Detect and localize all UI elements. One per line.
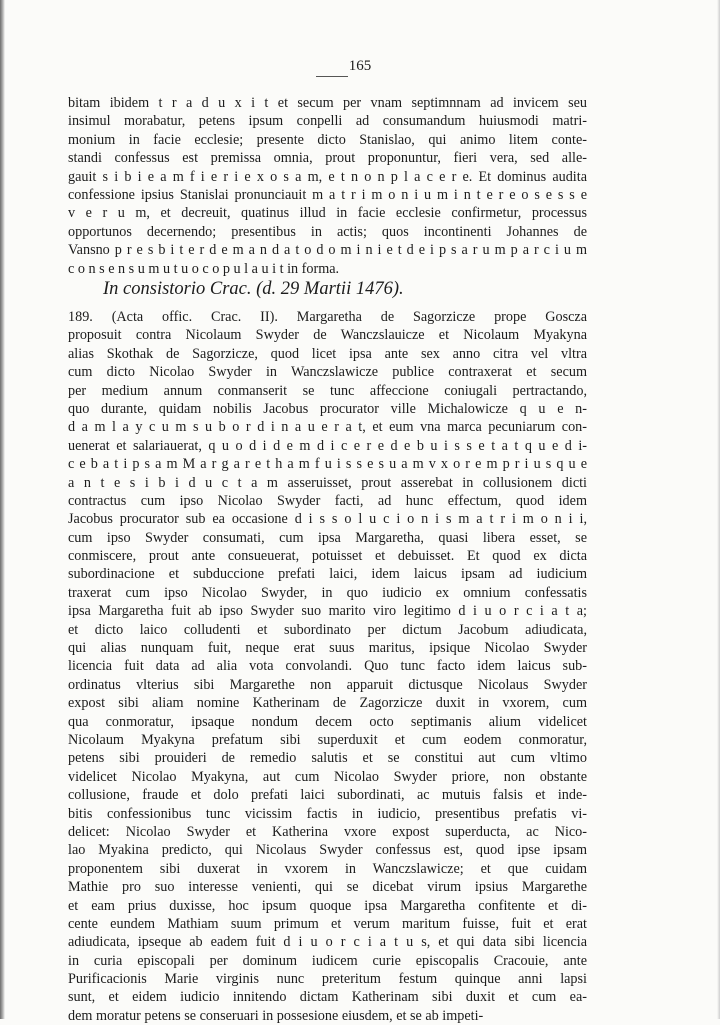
text-line: ordinatus vlterius sibi Margarethe non apparuit dictusque Nicolaus Swyder: [68, 676, 587, 693]
text-line: lao Myakina predicto, qui Nicolaus Swyder confessus est, quod ipse ipsam: [68, 842, 587, 859]
text-line: c o n s e n s u m u t u o c o p u l a u i t in forma.: [68, 260, 340, 277]
page-number: 165: [348, 58, 372, 74]
text-line: expost sibi aliam nomine Katherinam de Zagorzicze duxit in vxorem, cum: [68, 695, 587, 712]
text-line: alias Skothak de Sagorzicze, quod licet ipsa ante sex anno citra vel vltra: [68, 345, 587, 362]
text-line: insimul morabatur, petens ipsum conpelli ad consumandum huiusmodi matri-: [68, 113, 587, 130]
text-line: Purificacionis Marie virginis nunc preteritum festum quinque anni lapsi: [68, 971, 587, 988]
text-line: traxerat cum ipso Nicolao Swyder, in quo iudicio ex omnium confessatis: [68, 584, 587, 601]
text-line: proposuit contra Nicolaum Swyder de Wanczslauicze et Nicolaum Myakyna: [68, 327, 587, 344]
text-line: standi confessus est premissa omnia, prout proponuntur, fieri vera, sed alle-: [68, 150, 587, 167]
text-line: et eam prius duxisse, hoc ipsum quoque ipsa Margaretha confitente et di-: [68, 897, 587, 914]
text-line: Jacobus procurator sub ea occasione d i s s o l u c i o n i s m a t r i m o n i i,: [68, 511, 587, 528]
text-line: c e b a t i p s a m M a r g a r e t h a m f u i s s e s u a m v x o r e m p r i u s q u e: [68, 456, 587, 473]
text-line: qui alias nunquam fuit, neque erat suus maritus, ipsique Nicolao Swyder: [68, 640, 587, 657]
text-line: delicet: Nicolao Swyder et Katherina vxore expost superducta, ac Nico-: [68, 823, 587, 840]
text-line: dem moratur petens se conseruari in possesione eiusdem, et se ab impeti-: [68, 1007, 484, 1024]
text-line: Vansno p r e s b i t e r d e m a n d a t o d o m i n i e t d e i p s a r u m p a r c i u m: [68, 242, 587, 259]
text-line: sunt, et eidem iudicio innitendo dictam Katherinam sibi duxit et cum ea-: [68, 989, 587, 1006]
text-line: quo durante, quidam nobilis Jacobus procurator ville Michalowicze q u e n-: [68, 400, 587, 417]
text-line: bitis confessionibus tunc vicissim factis in iudicio, presentibus prefatis vi-: [68, 805, 587, 822]
text-line: ipsa Margaretha fuit ab ipso Swyder suo marito viro legitimo d i u o r c i a t a;: [68, 603, 587, 620]
text-line: Nicolaum Myakyna prefatum sibi superduxit et cum eodem conmoratur,: [68, 731, 587, 748]
text-line: cum dicto Nicolao Swyder in Wanczslawicze publice contraxerat et secum: [68, 364, 587, 381]
text-line: qua conmoratur, ipsaque nondum decem octo septimanis alium videlicet: [68, 713, 587, 730]
text-line: proponentem sibi duxerat in vxorem in Wanczslawicze; et que cuidam: [68, 860, 587, 877]
text-line: monium in facie ecclesie; presente dicto Stanislao, qui animo litem conte-: [68, 131, 587, 148]
text-line: collusione, fraude et dolo prefati laici subordinati, ac mutuis falsis et inde-: [68, 787, 587, 804]
text-line: confessione ipsius Stanislai pronunciauit m a t r i m o n i u m i n t e r e o s e s s e: [68, 186, 587, 203]
text-line: opportunos decernendo; presentibus in actis; quos incontinenti Johannes de: [68, 223, 587, 240]
text-line: per medium annum conmanserit se tunc affeccione coniugali pertractando,: [68, 382, 587, 399]
text-line: adiudicata, ipseque ab eadem fuit d i u o r c i a t u s, et qui data sibi licencia: [68, 934, 587, 951]
text-line: Mathie pro suo interesse venienti, qui se dicebat virum ipsius Margarethe: [68, 879, 587, 896]
text-line: in curia episcopali per dominum iudicem curie episcopalis Cracouie, ante: [68, 952, 587, 969]
text-line: uenerat et salariauerat, q u o d i d e m d i c e r e d e b u i s s e t a t q u e d i-: [68, 437, 587, 454]
text-line: d a m l a y c u m s u b o r d i n a u e r a t, et eum vna marca pecuniarum con-: [68, 419, 587, 436]
text-line: petens sibi prouideri de remedio salutis et se constitui aut cum vltimo: [68, 750, 587, 767]
text-line: et dicto laico colludenti et subordinato per dictum Jacobum adiudicata,: [68, 621, 587, 638]
text-line: subordinacione et subduccione prefati laici, idem laicus ipsam ad iudicium: [68, 566, 587, 583]
text-line: videlicet Nicolao Myakyna, aut cum Nicolao Swyder priore, non obstante: [68, 768, 587, 785]
section-heading: In consistorio Crac. (d. 29 Martii 1476).: [103, 279, 404, 299]
text-line: conmiscere, prout ante consueuerat, potuisset et debuisset. Et quod ex dicta: [68, 548, 587, 565]
entry-189-paragraph: [68, 308, 587, 1025]
text-line: v e r u m, et decreuit, quatinus illud in facie ecclesie confirmetur, processus: [68, 205, 587, 222]
text-line: contractus cum ipso Nicolao Swyder facti, ad hunc effectum, quod idem: [68, 492, 587, 509]
text-line: cum ipso Swyder consumati, cum ipsa Margaretha, quasi libera esset, se: [68, 529, 587, 546]
page-number-rule: [316, 76, 348, 77]
text-line: 189. (Acta offic. Crac. II). Margaretha de Sagorzicze prope Goscza: [68, 309, 587, 325]
text-line: a n t e s i b i d u c t a m asseruisset, prout asserebat in collusionem dicti: [68, 474, 587, 491]
text-line: gauit s i b i e a m f i e r i e x o s a m, e t n o n p l a c e r e. Et dominus audita: [68, 168, 587, 185]
text-line: bitam ibidem t r a d u x i t et secum per vnam septimnnam ad invicem seu: [68, 95, 587, 111]
text-line: cente eundem Mathiam suum primum et verum maritum fuisse, fuit et erat: [68, 915, 587, 932]
continuation-paragraph: [68, 94, 587, 278]
text-line: licencia fuit data ad alia vota convolandi. Quo tunc facto idem laicus sub-: [68, 658, 587, 675]
scan-edge-left: [0, 0, 5, 1019]
